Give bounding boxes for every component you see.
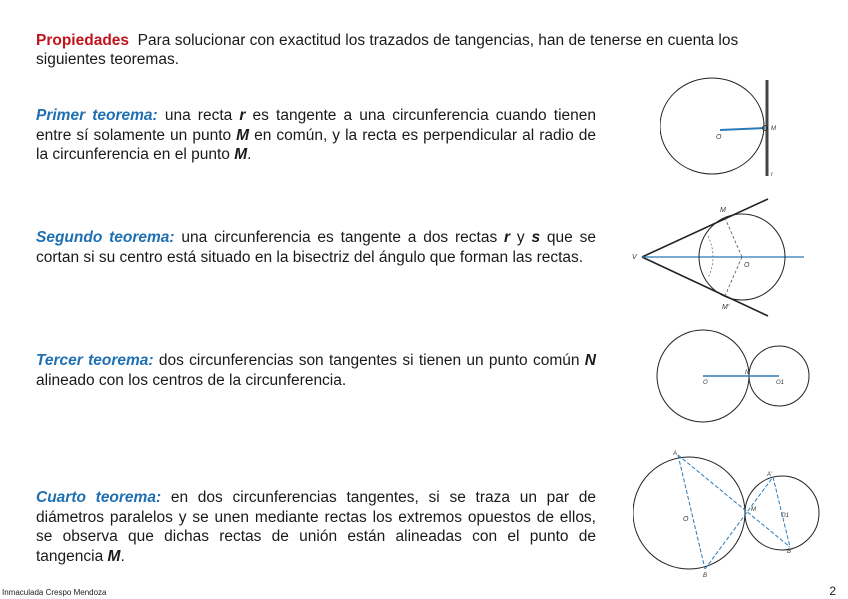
fig1-label-r: r <box>771 172 773 178</box>
fig4-label-a: A <box>673 451 678 457</box>
theorem-2-text: una circunferencia es tangente a dos rectas <box>181 229 505 246</box>
fig2-label-m-prime: M' <box>722 304 730 311</box>
figure-bisector <box>628 196 808 321</box>
theorem-2-text: que se cortan si su centro está situado en la bisectriz del ángulo que forman las rectas. <box>36 229 596 266</box>
fig2-radius-m <box>725 218 742 257</box>
theorem-3-paragraph <box>36 351 596 390</box>
fig2-line-r <box>642 199 768 257</box>
theorem-2-text: y <box>510 229 532 246</box>
fig4-label-o: O <box>683 516 689 523</box>
theorem-4-heading: Cuarto teorema: <box>36 489 162 506</box>
figure-tangent-line <box>660 72 790 182</box>
fig3-label-n: N <box>745 370 750 376</box>
theorem-2-var-r: r <box>504 229 511 246</box>
theorem-1-text: . <box>247 146 252 163</box>
fig4-circle-large <box>633 457 745 569</box>
theorem-4-text: en dos circunferencias tangentes, si se traza un par de diámetros paralelos y se unen mediante rectas los extremos opuestos de ellos, se observa que dichas rectas de unión están alineadas con el punto de tangencia <box>36 489 597 565</box>
fig4-diameter-a-b-prime <box>773 477 790 547</box>
intro-paragraph <box>36 31 776 69</box>
fig3-label-o: O <box>703 380 708 386</box>
theorem-3-text: alineado con los centros de la circunferencia. <box>36 371 347 389</box>
theorem-1-heading: Primer teorema: <box>36 107 158 124</box>
footer-author: Inmaculada Crespo Mendoza <box>2 588 107 597</box>
fig2-label-m: M <box>720 207 726 214</box>
fig1-label-m: M <box>771 126 776 132</box>
theorem-1-var-m: M <box>236 126 250 144</box>
theorem-3-text: dos circunferencias son tangentes si tienen un punto común <box>158 352 585 369</box>
fig4-label-b-prime: B' <box>787 549 793 555</box>
fig1-circle <box>660 78 764 174</box>
fig3-label-o1: O1 <box>776 380 785 386</box>
fig4-label-m: M <box>751 507 756 513</box>
theorem-1-paragraph <box>36 106 596 165</box>
fig2-label-o: O <box>744 262 750 269</box>
theorem-2-paragraph <box>36 228 596 267</box>
theorem-3-var-n: N <box>584 352 596 369</box>
theorem-3-heading: Tercer teorema: <box>36 352 154 369</box>
theorem-1-text: es tangente a una circunferencia cuando tienen entre sí solamente un punto <box>36 107 597 144</box>
fig2-radius-m-prime <box>725 257 742 296</box>
fig4-line-b-a-prime <box>705 477 773 569</box>
theorem-2-heading: Segundo teorema: <box>36 229 175 246</box>
theorem-4-paragraph <box>36 488 596 566</box>
intro-lead: Propiedades <box>36 32 130 49</box>
theorem-4-text: . <box>120 547 125 565</box>
theorem-4-var-m: M <box>107 547 121 565</box>
theorem-1-var-m: M <box>234 146 248 163</box>
fig4-label-a-prime: A' <box>767 472 773 478</box>
theorem-1-text: en común, y la recta es perpendicular al radio de la circunferencia en el punto <box>36 126 596 163</box>
fig4-label-o1: O1 <box>781 513 790 519</box>
fig1-label-o: O <box>716 134 722 141</box>
theorem-1-text: una recta <box>164 107 240 124</box>
fig1-radius <box>720 128 765 130</box>
page-number: 2 <box>829 584 836 598</box>
theorem-1-var-r: r <box>239 107 246 124</box>
fig4-line-a-b-prime <box>678 455 790 547</box>
intro-text: Para solucionar con exactitud los trazados de tangencias, han de tenerse en cuenta los siguientes teoremas. <box>36 32 739 68</box>
figure-parallel-diameters <box>633 445 823 580</box>
theorem-2-var-s: s <box>531 229 541 246</box>
fig2-label-v: V <box>632 254 637 261</box>
fig4-label-b: B <box>703 573 708 579</box>
figure-tangent-circles <box>655 326 815 426</box>
fig4-diameter-ab <box>678 455 705 569</box>
